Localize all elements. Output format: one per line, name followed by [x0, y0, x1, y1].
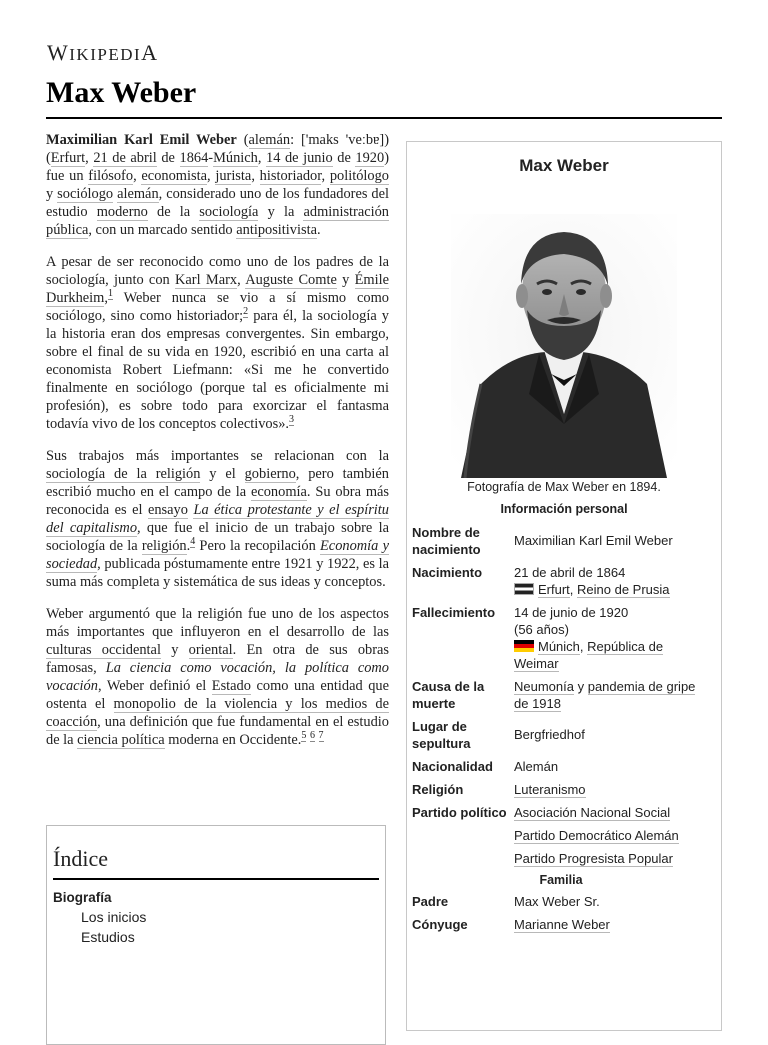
paragraph-2: A pesar de ser reconocido como uno de los padres de la sociología, junto con Karl Marx, Auguste Comte y Émile Durkheim,$^1$ Weber nunca se vio a sí mismo como sociólogo, sino como historiador;$^2$ para él, la sociología y la historia eran dos empresas convergentes. Sin embargo, sobre el final de su vida en 1920, escribió en una carta al economista Robert Liefmann: «Si me he convertido finalmente en sociólogo (porque tal es oficialmente mi profesión), es sobre todo para exorcizar el fantasma todavía vivo de los conceptos colectivos».$^3$	[46, 254, 390, 432]
portrait-caption: Fotografía de Max Weber en 1894.	[467, 480, 661, 494]
value-nacimiento: 21 de abril de 1864 Erfurt, Reino de Prusia	[510, 564, 712, 604]
link-1864[interactable]: 1864	[179, 150, 209, 166]
label-causa: Causa de la muerte	[412, 679, 485, 711]
work-title-ciencia-vocacion: La ciencia como vocación, la política como vocación	[46, 660, 390, 694]
link-marianne-weber[interactable]: Marianne Weber	[514, 917, 610, 932]
logo-letters: IKIPEDI	[69, 45, 142, 64]
link-politologo[interactable]: politólogo	[329, 168, 389, 184]
page-title: Max Weber	[46, 76, 197, 109]
row-nacimiento	[412, 564, 712, 604]
link-neumonia[interactable]: Neumonía	[514, 679, 574, 694]
row-causa	[412, 678, 712, 718]
label-conyuge: Cónyuge	[412, 917, 468, 932]
toc-item-estudios[interactable]: Estudios	[81, 929, 135, 945]
logo-letter-a: A	[141, 40, 159, 65]
prussia-flag-icon	[514, 583, 534, 595]
link-aleman-nationality[interactable]: alemán	[117, 186, 159, 202]
link-erfurt[interactable]: Erfurt	[50, 150, 86, 166]
label-nacimiento: Nacimiento	[412, 565, 483, 580]
link-moderno[interactable]: moderno	[96, 204, 148, 220]
infobox	[406, 141, 722, 1031]
label-religion: Religión	[412, 782, 464, 797]
link-emile-durkheim[interactable]: Émile Durkheim	[46, 272, 390, 306]
link-estado[interactable]: Estado	[211, 678, 251, 694]
link-jurista[interactable]: jurista	[215, 168, 252, 184]
subject-name: Maximilian Karl Emil Weber	[46, 132, 237, 148]
reference-7[interactable]: 7	[318, 730, 324, 742]
label-nacionalidad: Nacionalidad	[412, 759, 493, 774]
toc-item-los-inicios[interactable]: Los inicios	[81, 909, 147, 925]
row-fallecimiento	[412, 604, 712, 678]
link-religion[interactable]: religión	[141, 538, 187, 554]
death-age: (56 años)	[514, 622, 569, 637]
label-partido: Partido político	[412, 805, 507, 820]
link-partido-2[interactable]: Partido Democrático Alemán	[514, 828, 679, 843]
link-economista[interactable]: economista	[141, 168, 207, 184]
link-munich[interactable]: Múnich	[213, 150, 258, 166]
row-religion	[412, 781, 712, 804]
table-of-contents	[46, 825, 386, 1045]
link-administracion-publica[interactable]: administración pública	[46, 204, 390, 238]
link-death-city[interactable]: Múnich	[538, 639, 580, 654]
value-lugar: Bergfriedhof	[514, 727, 585, 742]
link-partido-3[interactable]: Partido Progresista Popular	[514, 851, 673, 866]
infobox-title: Max Weber	[519, 156, 609, 175]
row-partido	[412, 804, 712, 873]
infobox-table	[412, 524, 712, 939]
link-antipositivista[interactable]: antipositivista	[236, 222, 317, 238]
label-nombre: Nombre de nacimiento	[412, 525, 481, 557]
label-lugar: Lugar de sepultura	[412, 719, 471, 751]
row-nacionalidad	[412, 758, 712, 781]
link-culturas-occidental[interactable]: culturas occidental	[46, 642, 161, 658]
link-luteranismo[interactable]: Luteranismo	[514, 782, 586, 797]
link-karl-marx[interactable]: Karl Marx	[175, 272, 238, 288]
link-birth-country[interactable]: Reino de Prusia	[577, 582, 670, 597]
value-partido	[510, 804, 712, 873]
reference-4[interactable]: 4	[190, 536, 196, 548]
link-ciencia-politica[interactable]: ciencia política	[77, 732, 165, 748]
row-familia-header	[412, 873, 712, 893]
section-familia: Familia	[539, 873, 583, 887]
link-sociologo[interactable]: sociólogo	[57, 186, 114, 202]
birth-date: 21 de abril de 1864	[514, 565, 626, 580]
row-conyuge	[412, 916, 712, 939]
value-nombre: Maximilian Karl Emil Weber	[514, 533, 673, 548]
link-economia-y-sociedad[interactable]: Economía y sociedad	[46, 538, 389, 572]
reference-1[interactable]: 1	[107, 288, 113, 300]
row-lugar	[412, 718, 712, 758]
reference-6[interactable]: 6	[309, 730, 315, 742]
link-economia[interactable]: economía	[250, 484, 307, 500]
value-nacionalidad: Alemán	[514, 759, 559, 774]
toc-item-biografia[interactable]: Biografía	[53, 890, 112, 905]
article-body	[46, 131, 389, 763]
link-death-country[interactable]: República de Weimar	[514, 639, 664, 671]
paragraph-4: Weber argumentó que la religión fue uno de los aspectos más importantes que influyeron en el desarrollo de las culturas occidental y oriental. En otra de sus obras famosas, La ciencia como vocación, la política como vocación, Weber definió el Estado como una entidad que ostenta el monopolio de la violencia y los medios de coacción, una definición que fue fundamental en el estudio de la ciencia política moderna en Occidente.$^5$ $^6$ $^7$	[46, 606, 390, 748]
link-historiador[interactable]: historiador	[259, 168, 322, 184]
link-birth-city[interactable]: Erfurt	[538, 582, 570, 597]
label-padre: Padre	[412, 894, 449, 909]
link-sociologia-religion[interactable]: sociología de la religión	[46, 466, 201, 482]
label-fallecimiento: Fallecimiento	[412, 605, 496, 620]
link-etica-protestante[interactable]: La ética protestante y el espíritu del capitalismo	[46, 502, 389, 536]
intro-paragraph: Maximilian Karl Emil Weber (alemán: ['maks 'veːbɐ]) (Erfurt, 21 de abril de 1864-Múnich, 14 de junio de 1920) fue un filósofo, economista, jurista, historiador, politólogo y sociólogo alemán, considerado uno de los fundadores del estudio moderno de la sociología y la administración pública, con un marcado sentido antipositivista.	[46, 132, 390, 238]
link-partido-1[interactable]: Asociación Nacional Social	[514, 805, 671, 820]
link-1920[interactable]: 1920	[355, 150, 385, 166]
section-personal-info: Información personal	[500, 502, 628, 516]
value-causa: Neumonía y pandemia de gripe de 1918	[514, 679, 696, 711]
link-auguste-comte[interactable]: Auguste Comte	[245, 272, 337, 288]
link-monopolio-violencia[interactable]: monopolio de la violencia y los medios de coacción	[46, 696, 389, 730]
link-aleman[interactable]: alemán	[248, 132, 291, 148]
germany-flag-icon	[514, 640, 534, 652]
wikipedia-logo[interactable]	[47, 40, 159, 66]
row-padre	[412, 893, 712, 916]
row-nombre	[412, 524, 712, 564]
link-filosofo[interactable]: filósofo	[88, 168, 134, 184]
value-conyuge	[510, 916, 712, 939]
link-gobierno[interactable]: gobierno	[244, 466, 296, 482]
link-21-abril[interactable]: 21 de abril	[93, 150, 157, 166]
link-sociologia[interactable]: sociología	[199, 204, 259, 220]
link-pandemia-gripe[interactable]: pandemia de gripe de 1918	[514, 679, 696, 711]
value-religion	[510, 781, 712, 804]
paragraph-3: Sus trabajos más importantes se relacionan con la sociología de la religión y el gobierno, pero también escribió mucho en el campo de la economía. Su obra más reconocida es el ensayo La ética protestante y el espíritu del capitalismo, que fue el inicio de un trabajo sobre la sociología de la religión.$^4$ Pero la recopilación Economía y sociedad, publicada póstumamente entre 1921 y 1922, es la suma más completa y sistemática de sus ideas y conceptos.	[46, 448, 390, 590]
value-padre: Max Weber Sr.	[514, 894, 600, 909]
link-14-junio[interactable]: 14 de junio	[266, 150, 333, 166]
logo-letter-w: W	[47, 40, 70, 65]
portrait-photo[interactable]	[451, 214, 677, 478]
value-fallecimiento: 14 de junio de 1920 (56 años) Múnich, República de Weimar	[510, 604, 712, 678]
reference-2[interactable]: 2	[243, 306, 249, 318]
title-divider	[46, 117, 722, 119]
link-oriental[interactable]: oriental	[188, 642, 233, 658]
link-ensayo[interactable]: ensayo	[147, 502, 188, 518]
reference-5[interactable]: 5	[301, 730, 307, 742]
death-date: 14 de junio de 1920	[514, 605, 629, 620]
reference-3[interactable]: 3	[288, 414, 294, 426]
toc-title: Índice	[53, 846, 379, 880]
